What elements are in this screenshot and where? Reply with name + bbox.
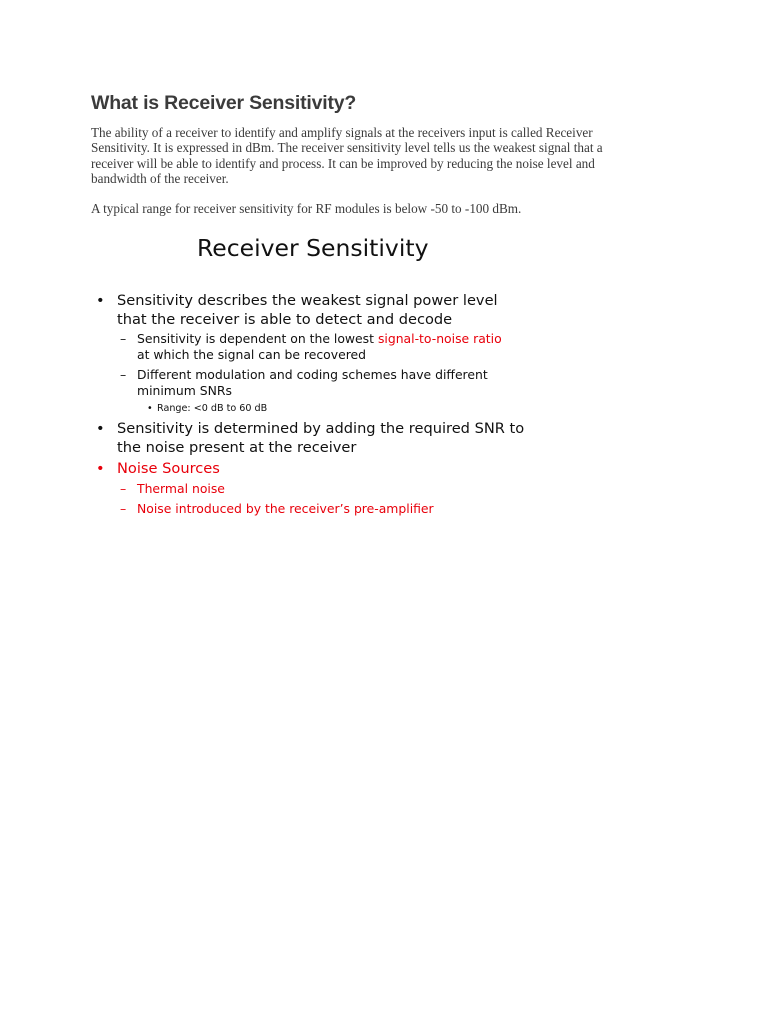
- bullet-2-line-1: Sensitivity is determined by adding the required SNR to: [117, 420, 525, 437]
- dash-marker: –: [120, 481, 127, 496]
- intro-line-1: The ability of a receiver to identify and amplify signals at the receivers input is called Receiver: [91, 125, 593, 140]
- bullet-marker: •: [96, 420, 105, 437]
- article-heading: What is Receiver Sensitivity?: [91, 92, 357, 114]
- intro-paragraph: [91, 125, 656, 186]
- sub-2-line-1: Different modulation and coding schemes have different: [137, 367, 488, 382]
- bullet-marker: •: [96, 292, 105, 309]
- slide-image: [91, 228, 561, 528]
- dash-marker: –: [120, 331, 127, 346]
- bullet-marker: •: [96, 460, 105, 477]
- snr-highlight: signal-to-noise ratio: [377, 331, 502, 346]
- range-item: Range: <0 dB to 60 dB: [157, 403, 268, 414]
- preamp-noise-item: Noise introduced by the receiver’s pre-amplifier: [137, 501, 434, 516]
- sub-1-line-2: at which the signal can be recovered: [137, 347, 367, 362]
- bullet-1-line-2: that the receiver is able to detect and decode: [117, 311, 453, 328]
- dash-marker: –: [120, 501, 127, 516]
- intro-line-3: receiver will be able to identify and process. It can be improved by reducing the noise level and: [91, 155, 595, 171]
- sub-1-prefix: Sensitivity is dependent on the lowest: [137, 331, 378, 346]
- noise-sources-heading: Noise Sources: [117, 460, 220, 477]
- intro-line-4: bandwidth of the receiver.: [91, 170, 229, 186]
- sub-2-line-2: minimum SNRs: [137, 383, 232, 398]
- sub-1-line-1: [137, 331, 502, 347]
- slide-title: Receiver Sensitivity: [197, 234, 429, 262]
- bullet-1-line-1: Sensitivity describes the weakest signal power level: [117, 292, 498, 309]
- dash-marker: –: [120, 367, 127, 382]
- thermal-noise-item: Thermal noise: [137, 481, 225, 496]
- bullet-2-line-2: the noise present at the receiver: [117, 439, 357, 456]
- intro-line-2: Sensitivity. It is expressed in dBm. The receiver sensitivity level tells us the weakest signal that a: [91, 140, 603, 156]
- bullet-marker: •: [147, 403, 153, 414]
- range-paragraph: A typical range for receiver sensitivity for RF modules is below -50 to -100 dBm.: [91, 201, 522, 216]
